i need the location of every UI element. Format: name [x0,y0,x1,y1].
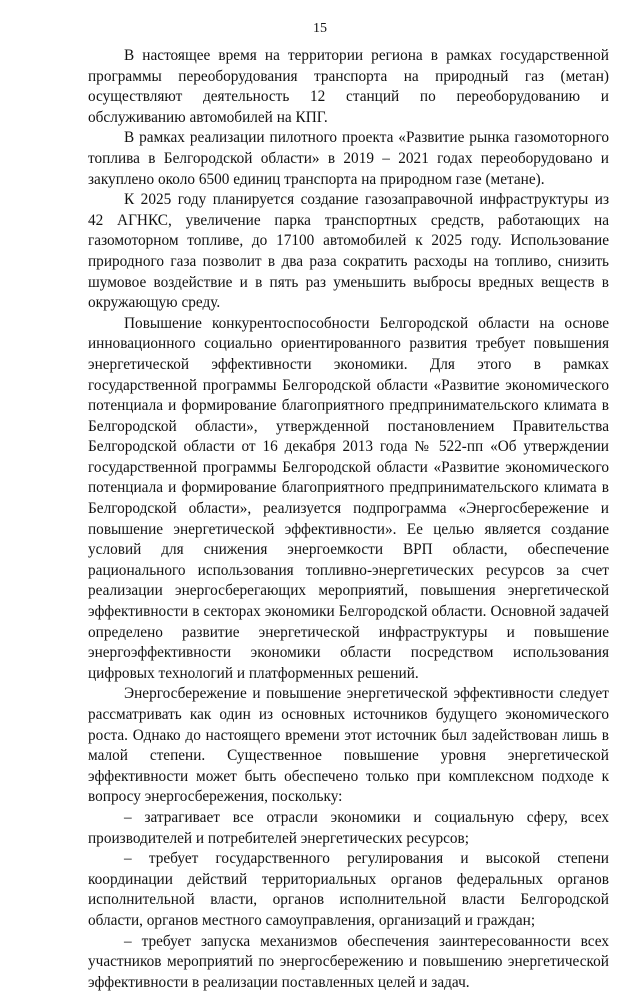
paragraph-gas-conversion-stations: В настоящее время на территории региона в рамках государственной программы переоборудования транспорта на природный газ (метан) осуществляют деятельность 12 станций по переоборудованию и обслуживанию автомобилей на КПГ. [88,47,609,126]
list-item: – затрагивает все отрасли экономики и социальную сферу, всех производителей и потребителей энергетических ресурсов; [88,808,609,847]
paragraph-energy-efficiency-program: Повышение конкурентоспособности Белгородской области на основе инновационного социально ориентированного развития требует повышения энергетической эффективности экономики. Для этого в рамках государственной программы Белгородской области «Развитие экономического потенциала и формирование благоприятного предпринимательского климата в Белгородской области», утвержденной постановлением Правительства Белгородской области от 16 декабря 2013 года № 522-пп «Об утверждении государственной программы Белгородской области «Развитие экономического потенциала и формирование благоприятного предпринимательского климата в Белгородской области», реализуется подпрограмма «Энергосбережение и повышение энергетической эффективности». Ее целью является создание условий для снижения энергоемкости ВРП области, обеспечение рационального использования топливно-энергетических ресурсов за счет реализации энергосберегающих мероприятий, повышения энергетической эффективности в секторах экономики Белгородской области. Основной задачей определено развитие энергетической инфраструктуры и повышение энергоэффективности экономики области посредством использования цифровых технологий и платформенных решений. [88,314,609,682]
paragraph-pilot-project: В рамках реализации пилотного проекта «Развитие рынка газомоторного топлива в Белгородской области» в 2019 – 2021 годах переоборудовано и закуплено около 6500 единиц транспорта на природном газе (метане). [88,129,609,188]
document-body [88,46,609,993]
list-item: – требует запуска механизмов обеспечения заинтересованности всех участников мероприятий по энергосбережению и повышению энергетической эффективности в реализации поставленных целей и задач. [88,932,609,991]
page-number: 15 [313,21,327,36]
paragraph-2025-plans: К 2025 году планируется создание газозаправочной инфраструктуры из 42 АГНКС, увеличение парка транспортных средств, работающих на газомоторном топливе, до 17100 автомобилей к 2025 году. Использование природного газа позволит в два раза сократить расходы на топливо, снизить шумовое воздействие и в пять раз уменьшить выбросы вредных веществ в окружающую среду. [88,191,609,312]
paragraph-energy-saving-growth: Энергосбережение и повышение энергетической эффективности следует рассматривать как один из основных источников будущего экономического роста. Однако до настоящего времени этот источник был задействован лишь в малой степени. Существенное повышение уровня энергетической эффективности может быть обеспечено только при комплексном подходе к вопросу энергосбережения, поскольку: [88,685,609,806]
list-item: – требует государственного регулирования и высокой степени координации действий территориальных органов федеральных органов исполнительной власти, органов исполнительной власти Белгородской области, органов местного самоуправления, организаций и граждан; [88,850,609,929]
